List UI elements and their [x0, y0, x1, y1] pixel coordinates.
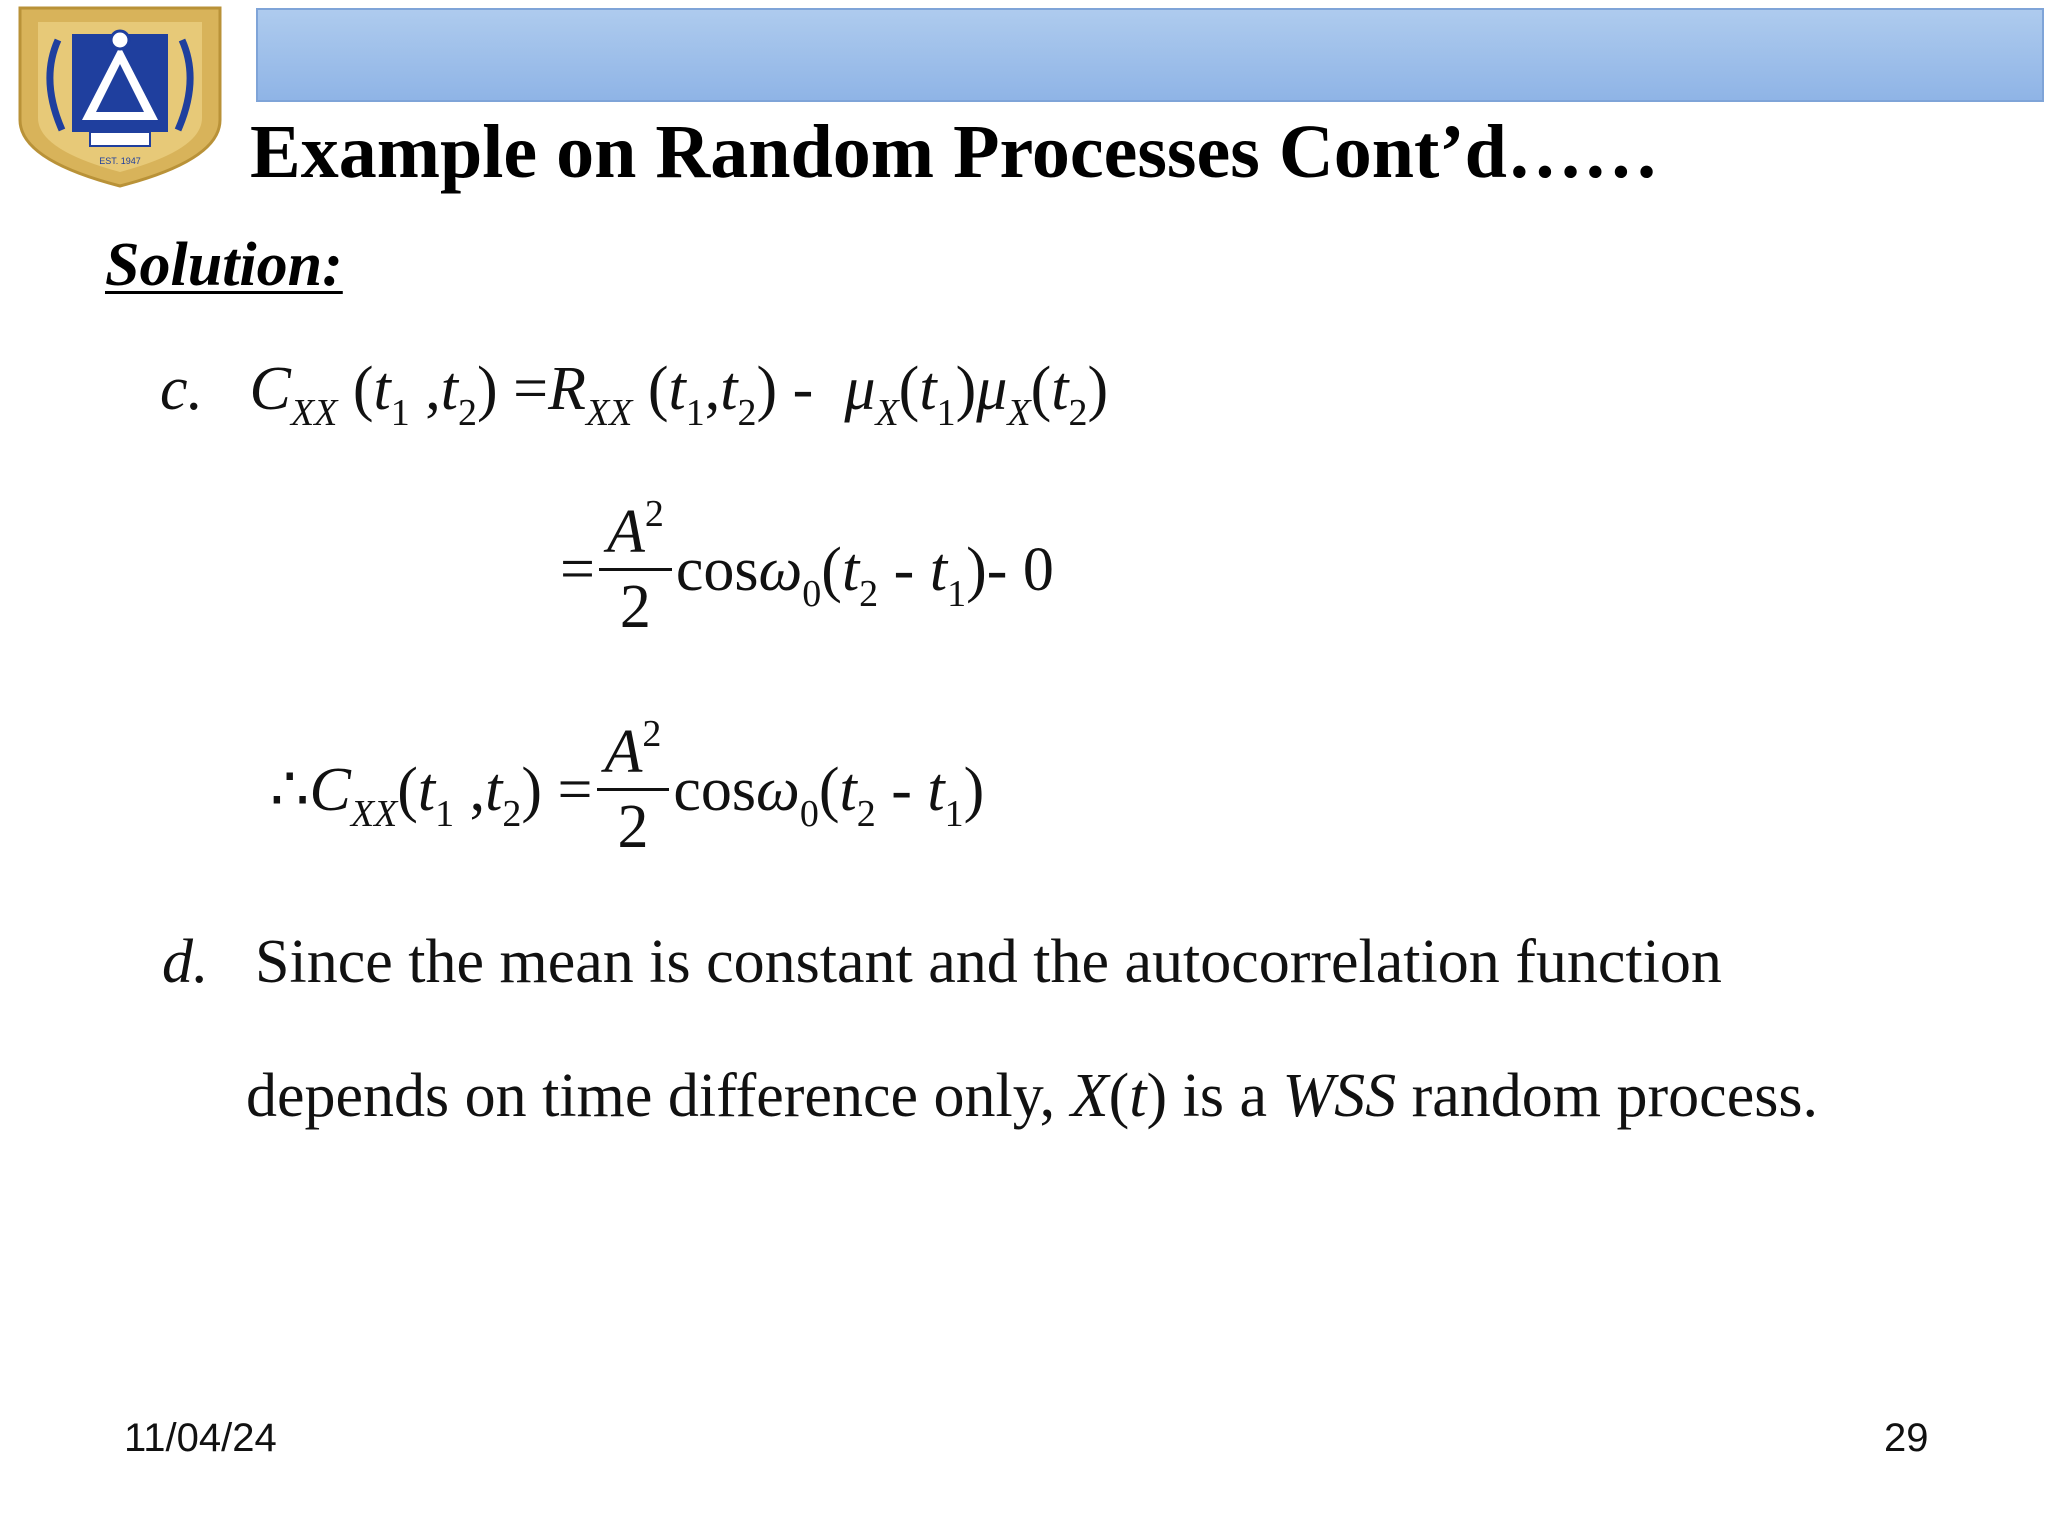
university-logo [10, 0, 230, 190]
part-d-line1: d. Since the mean is constant and the autocorrelation function [162, 928, 1722, 996]
solution-label: Solution: [105, 231, 343, 299]
fraction-a-squared-over-2: $\frac{A^2}{2}$ [599, 496, 672, 643]
part-d-line2: depends on time difference only, X(t) is a WSS random process. [246, 1062, 1818, 1130]
equation-c-result: $\therefore C_{XX}(t_1$ $,t_2$) = $\frac{A^2}{2}$ $\cos\omega_0(t_2 - t_1)$ [270, 713, 985, 861]
footer-page-number: 29 [1884, 1416, 1929, 1460]
footer-date: 11/04/24 [124, 1416, 277, 1460]
logo-text: EST. 1947 [99, 156, 141, 166]
fraction-a-squared-over-2-result: $\frac{A^2}{2}$ [597, 716, 670, 863]
slide-title: Example on Random Processes Cont’d…… [250, 110, 1659, 194]
header-bar [256, 8, 2044, 102]
equation-c-line1: c. $C_{XX}$ ($t_1$ $,t_2) =R_{XX}$ $(t_1,t_2) - \mu_X(t_1)\mu_X(t_2)$ [160, 355, 1109, 434]
equation-c-line2: = $\frac{A^2}{2}$ $\cos\omega_0(t_2 - t_1)-$ 0 [560, 493, 1054, 641]
